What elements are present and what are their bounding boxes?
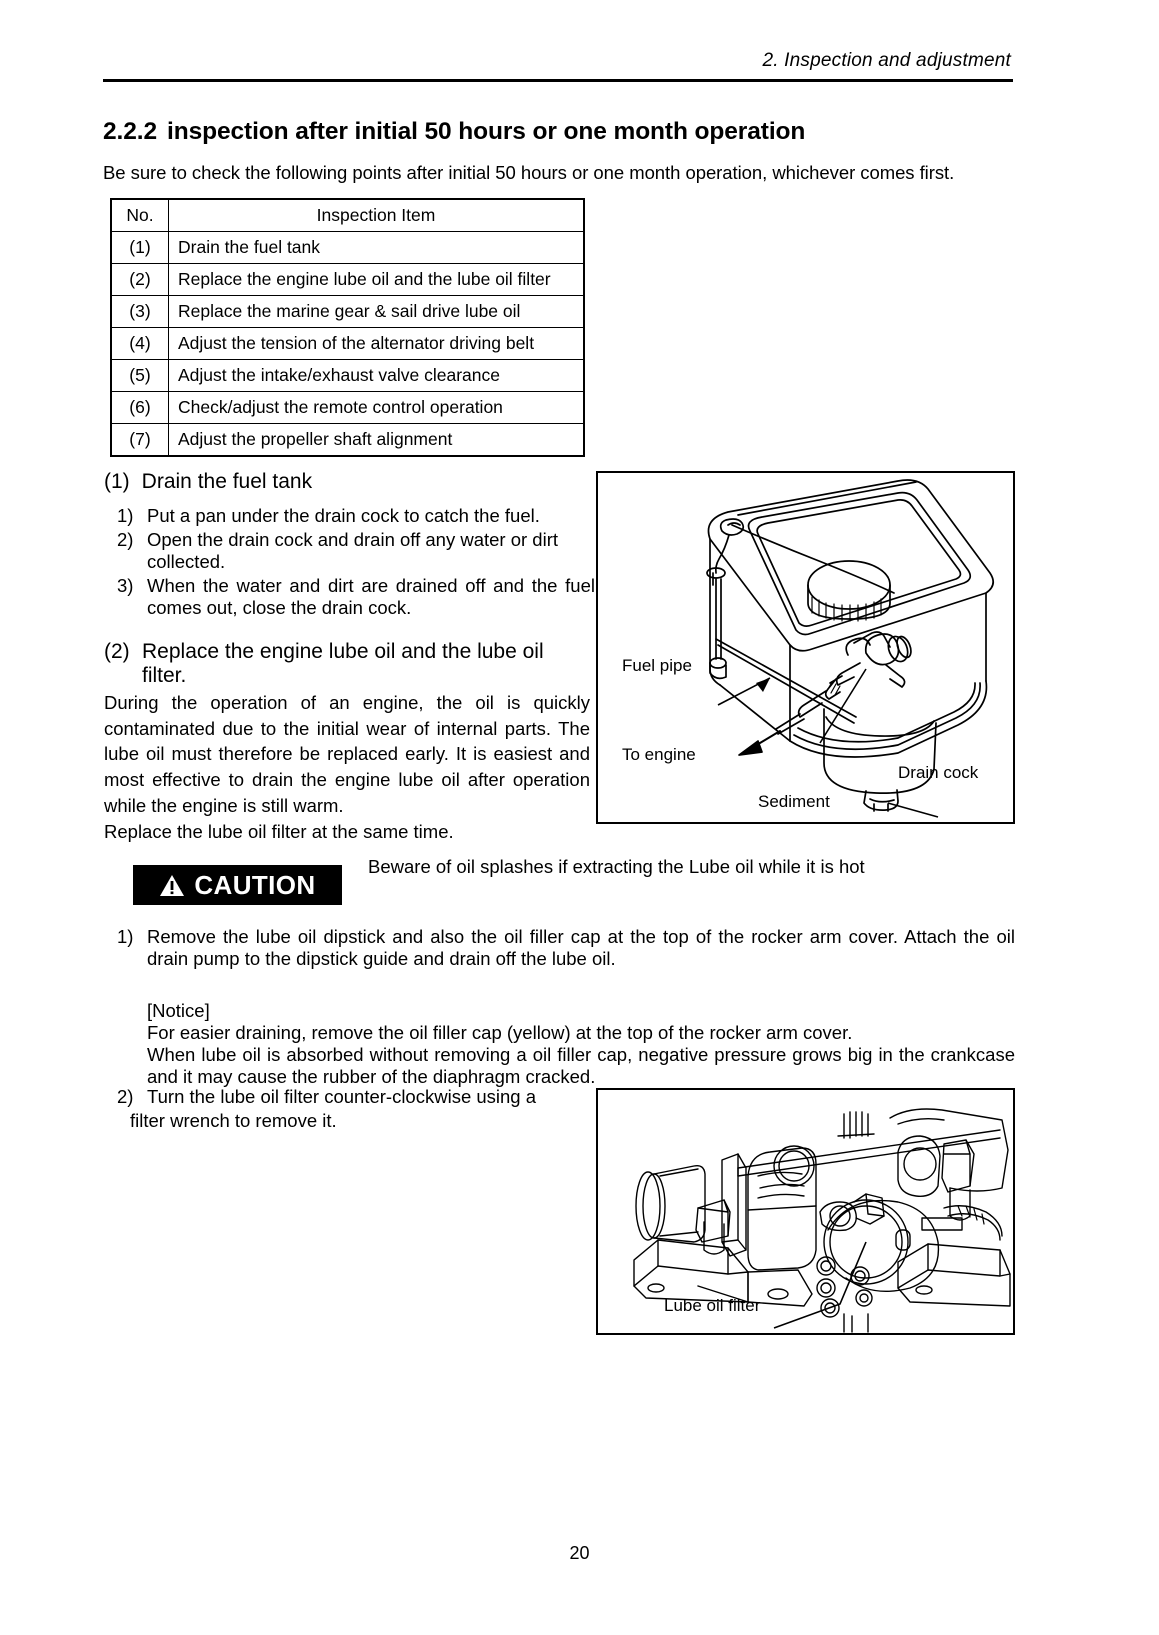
row-no: (3) [111,296,169,328]
row-item: Adjust the intake/exhaust valve clearance [169,360,585,392]
page-number: 20 [569,1543,590,1563]
inspection-table-wrapper [110,198,585,457]
table-row [111,424,584,457]
column-header-item: Inspection Item [169,199,585,232]
subsection-2-title-line2: filter. [142,664,187,687]
list-item [117,505,595,527]
step-2-block [117,1086,589,1132]
leader-drain-cock [888,803,938,817]
leader-lube-oil-filter [774,1242,866,1328]
notice-heading: [Notice] [147,1000,210,1021]
row-item: Adjust the tension of the alternator driving belt [169,328,585,360]
figure-lube-oil-filter [596,1088,1015,1335]
list-marker: 1) [117,505,134,526]
lower-steps-list [117,926,1015,972]
fuel-tank-drawing [598,473,1013,822]
section-number: 2.2.2 [103,118,157,145]
subsection-2-paragraph-text: During the operation of an engine, the oil is quickly contaminated due to the initial wear of internal parts. The lube oil must therefore be replaced early. It is easiest and most effective to drain the engine lube oil after operation while the engine is still warm. [104,692,590,816]
notice-line-2: When lube oil is absorbed without removing a oil filler cap, negative pressure grows big in the crankcase and it may cause the rubber of the diaphragm cracked. [147,1044,1015,1087]
list-marker: 1) [117,926,134,947]
subsection-2-heading [104,640,599,688]
table-row [111,392,584,424]
caution-message: Beware of oil splashes if extracting the Lube oil while it is hot [368,856,865,877]
table-row [111,264,584,296]
list-text: Remove the lube oil dipstick and also the oil filler cap at the top of the rocker arm cover. Attach the oil drain pump to the dipstick guide and drain off the lube oil. [147,926,1015,969]
row-item: Adjust the propeller shaft alignment [169,424,585,457]
section-intro: Be sure to check the following points after initial 50 hours or one month operation, whichever comes first. [103,162,955,183]
row-no: (7) [111,424,169,457]
row-item: Drain the fuel tank [169,232,585,264]
column-header-no: No. [111,199,169,232]
row-no: (2) [111,264,169,296]
inspection-table [110,198,585,457]
row-no: (1) [111,232,169,264]
subsection-2-paragraph [104,690,590,844]
table-header-row [111,199,584,232]
list-text-line-2: filter wrench to remove it. [130,1110,337,1131]
subsection-2-paragraph-last: Replace the lube oil filter at the same time. [104,820,454,842]
section-title: inspection after initial 50 hours or one month operation [167,118,806,145]
list-text: Put a pan under the drain cock to catch the fuel. [147,505,540,526]
list-text: Open the drain cock and drain off any water or dirt collected. [147,529,559,572]
label-sediment: Sediment [758,792,830,811]
list-text-line-1: Turn the lube oil filter counter-clockwise using a [147,1086,537,1107]
row-item: Check/adjust the remote control operation [169,392,585,424]
subsection-2-title-indent [104,664,142,688]
label-lube-oil-filter: Lube oil filter [664,1296,761,1315]
list-marker: 2) [117,529,134,550]
page-header [103,50,1013,82]
subsection-1-title: Drain the fuel tank [141,470,313,493]
row-item: Replace the engine lube oil and the lube oil filter [169,264,585,296]
label-fuel-pipe: Fuel pipe [622,656,692,675]
table-row [111,328,584,360]
caution-badge [133,865,342,905]
subsection-1-marker: (1) [104,470,130,493]
row-no: (6) [111,392,169,424]
notice-line-1: For easier draining, remove the oil filler cap (yellow) at the top of the rocker arm cover. [147,1022,853,1043]
subsection-2-title-line1: Replace the engine lube oil and the lube oil [142,640,544,663]
list-marker: 2) [117,1086,134,1107]
subsection-1-steps [117,505,595,621]
table-row [111,296,584,328]
warning-triangle-icon [159,874,185,897]
figure-fuel-tank [596,471,1015,824]
list-marker: 3) [117,575,134,596]
list-item [117,1086,589,1108]
table-row [111,360,584,392]
engine-photo-linedrawing [598,1090,1013,1333]
list-item [117,575,595,619]
list-text: When the water and dirt are drained off and the fuel comes out, close the drain cock. [147,575,595,618]
list-item [117,926,1015,970]
row-no: (4) [111,328,169,360]
list-item [117,529,595,573]
row-no: (5) [111,360,169,392]
subsection-1-heading [104,470,312,494]
section-heading [103,118,805,146]
header-divider [103,79,1013,82]
subsection-2-marker: (2) [104,640,130,663]
table-row [111,232,584,264]
label-to-engine: To engine [622,745,696,764]
leader-arrowhead-fuel-pipe [756,678,770,692]
notice-block [147,1000,1015,1088]
leader-sediment [820,669,866,743]
caution-label: CAUTION [194,870,316,900]
row-item: Replace the marine gear & sail drive lube oil [169,296,585,328]
label-drain-cock: Drain cock [898,763,979,782]
running-title: 2. Inspection and adjustment [762,50,1011,71]
